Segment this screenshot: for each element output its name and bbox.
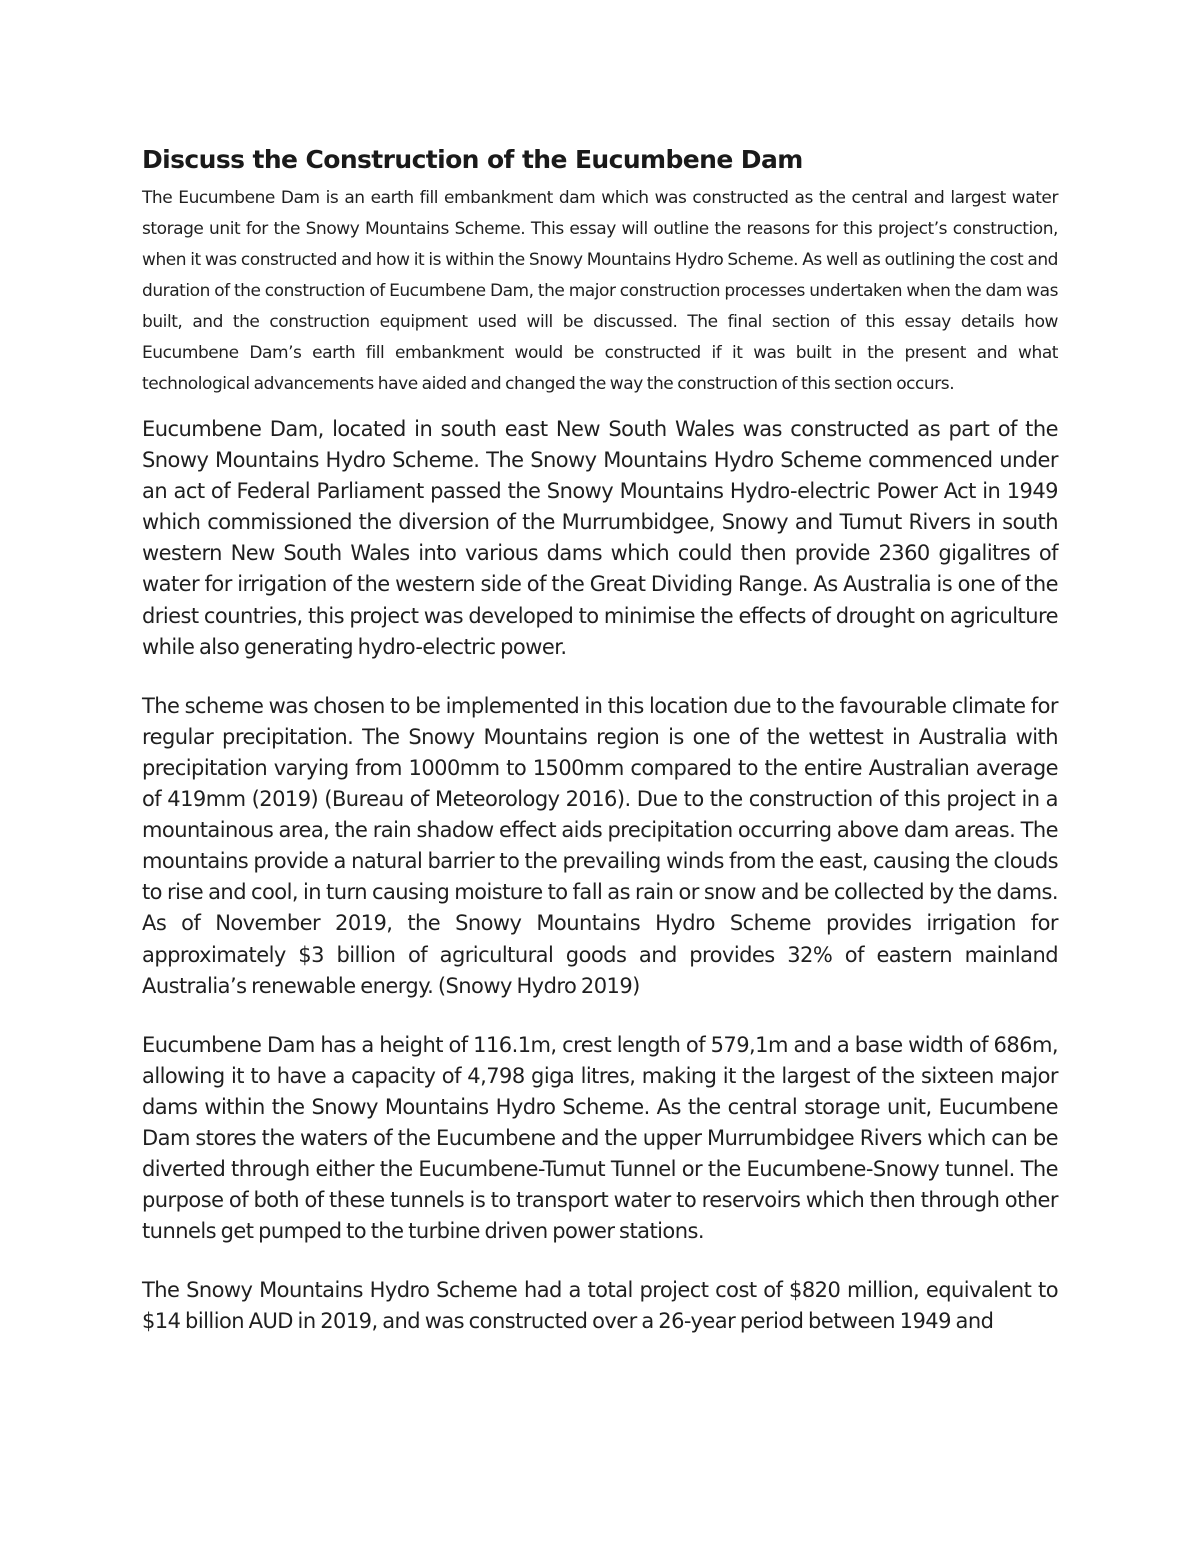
- paragraph-climate: The scheme was chosen to be implemented in this location due to the favourable climate for regular precipitation. The Snowy Mountains region is one of the wettest in Australia with precipitation varying from 1000mm to 1500mm compared to the entire Australian average of 419mm (2019) (Bureau of Meteorology 2016). Due to the construction of this project in a mountainous area, the rain shadow effect aids precipitation occurring above dam areas. The mountains provide a natural barrier to the prevailing winds from the east, causing the clouds to rise and cool, in turn causing moisture to fall as rain or snow and be collected by the dams. As of November 2019, the Snowy Mountains Hydro Scheme provides irrigation for approximately $3 billion of agricultural goods and provides 32% of eastern mainland Australia’s renewable energy. (Snowy Hydro 2019): [142, 693, 1058, 998]
- essay-title: Discuss the Construction of the Eucumbene Dam: [142, 145, 803, 174]
- essay-body: [142, 143, 1058, 1366]
- paragraph-location: Eucumbene Dam, located in south east New South Wales was constructed as part of the Snowy Mountains Hydro Scheme. The Snowy Mountains Hydro Scheme commenced under an act of Federal Parliament passed the Snowy Mountains Hydro-electric Power Act in 1949 which commissioned the diversion of the Murrumbidgee, Snowy and Tumut Rivers in south western New South Wales into various dams which could then provide 2360 gigalitres of water for irrigation of the western side of the Great Dividing Range. As Australia is one of the driest countries, this project was developed to minimise the effects of drought on agriculture while also generating hydro-electric power.: [142, 417, 1058, 659]
- intro-paragraph: The Eucumbene Dam is an earth fill embankment dam which was constructed as the central and largest water storage unit for the Snowy Mountains Scheme. This essay will outline the reasons for this project’s construction, when it was constructed and how it is within the Snowy Mountains Hydro Scheme. As well as outlining the cost and duration of the construction of Eucumbene Dam, the major construction processes undertaken when the dam was built, and the construction equipment used will be discussed. The final section of this essay details how Eucumbene Dam’s earth fill embankment would be constructed if it was built in the present and what technological advancements have aided and changed the way the construction of this section occurs.: [142, 188, 1058, 394]
- paragraph-dimensions: Eucumbene Dam has a height of 116.1m, crest length of 579,1m and a base width of 686m, allowing it to have a capacity of 4,798 giga litres, making it the largest of the sixteen major dams within the Snowy Mountains Hydro Scheme. As the central storage unit, Eucumbene Dam stores the waters of the Eucumbene and the upper Murrumbidgee Rivers which can be diverted through either the Eucumbene-Tumut Tunnel or the Eucumbene-Snowy tunnel. The purpose of both of these tunnels is to transport water to reservoirs which then through other tunnels get pumped to the turbine driven power stations.: [142, 1032, 1058, 1244]
- paragraph-cost: The Snowy Mountains Hydro Scheme had a total project cost of $820 million, equivalent to $14 billion AUD in 2019, and was constructed over a 26-year period between 1949 and: [142, 1278, 1058, 1334]
